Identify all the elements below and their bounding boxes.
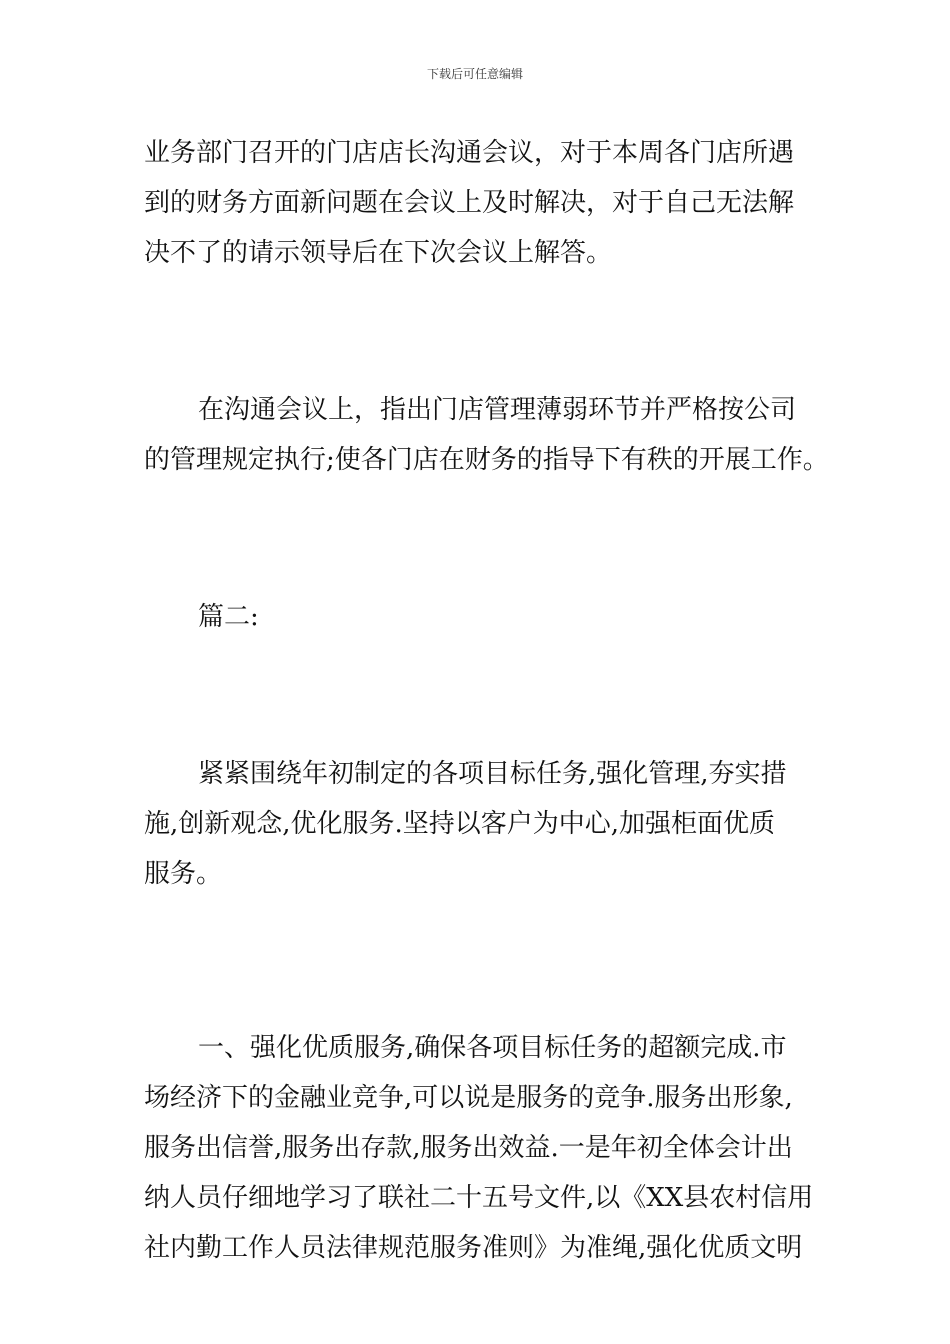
- paragraph-4: [144, 1023, 814, 1273]
- section-heading: [144, 592, 814, 642]
- paragraph-2: [144, 385, 829, 485]
- paragraph-line: 在沟通会议上，指出门店管理薄弱环节并严格按公司: [198, 395, 797, 425]
- paragraph-line: 业务部门召开的门店店长沟通会议，对于本周各门店所遇: [144, 138, 795, 168]
- paragraph-line: 一、强化优质服务,确保各项目标任务的超额完成.市: [198, 1033, 787, 1063]
- paragraph-line: 社内勤工作人员法律规范服务准则》为准绳,强化优质文明: [144, 1233, 803, 1263]
- paragraph-line: 服务。: [144, 859, 223, 889]
- paragraph-line: 的管理规定执行;使各门店在财务的指导下有秩的开展工作。: [144, 445, 829, 475]
- paragraph-line: 纳人员仔细地学习了联社二十五号文件,以《XX县农村信用: [144, 1183, 814, 1213]
- document-body: [144, 128, 829, 1273]
- paragraph-line: 紧紧围绕年初制定的各项目标任务,强化管理,夯实措: [198, 759, 787, 789]
- paragraph-1: [144, 128, 814, 278]
- paragraph-line: 服务出信誉,服务出存款,服务出效益.一是年初全体会计出: [144, 1133, 793, 1163]
- paragraph-line: 决不了的请示领导后在下次会议上解答。: [144, 238, 613, 268]
- section-heading-text: 篇二:: [198, 602, 259, 632]
- page-header-note: 下载后可任意编辑: [426, 67, 523, 81]
- paragraph-line: 施,创新观念,优化服务.坚持以客户为中心,加强柜面优质: [144, 809, 776, 839]
- paragraph-line: 场经济下的金融业竞争,可以说是服务的竞争.服务出形象,: [144, 1083, 793, 1113]
- paragraph-3: [144, 749, 814, 899]
- paragraph-line: 到的财务方面新问题在会议上及时解决，对于自己无法解: [144, 188, 795, 218]
